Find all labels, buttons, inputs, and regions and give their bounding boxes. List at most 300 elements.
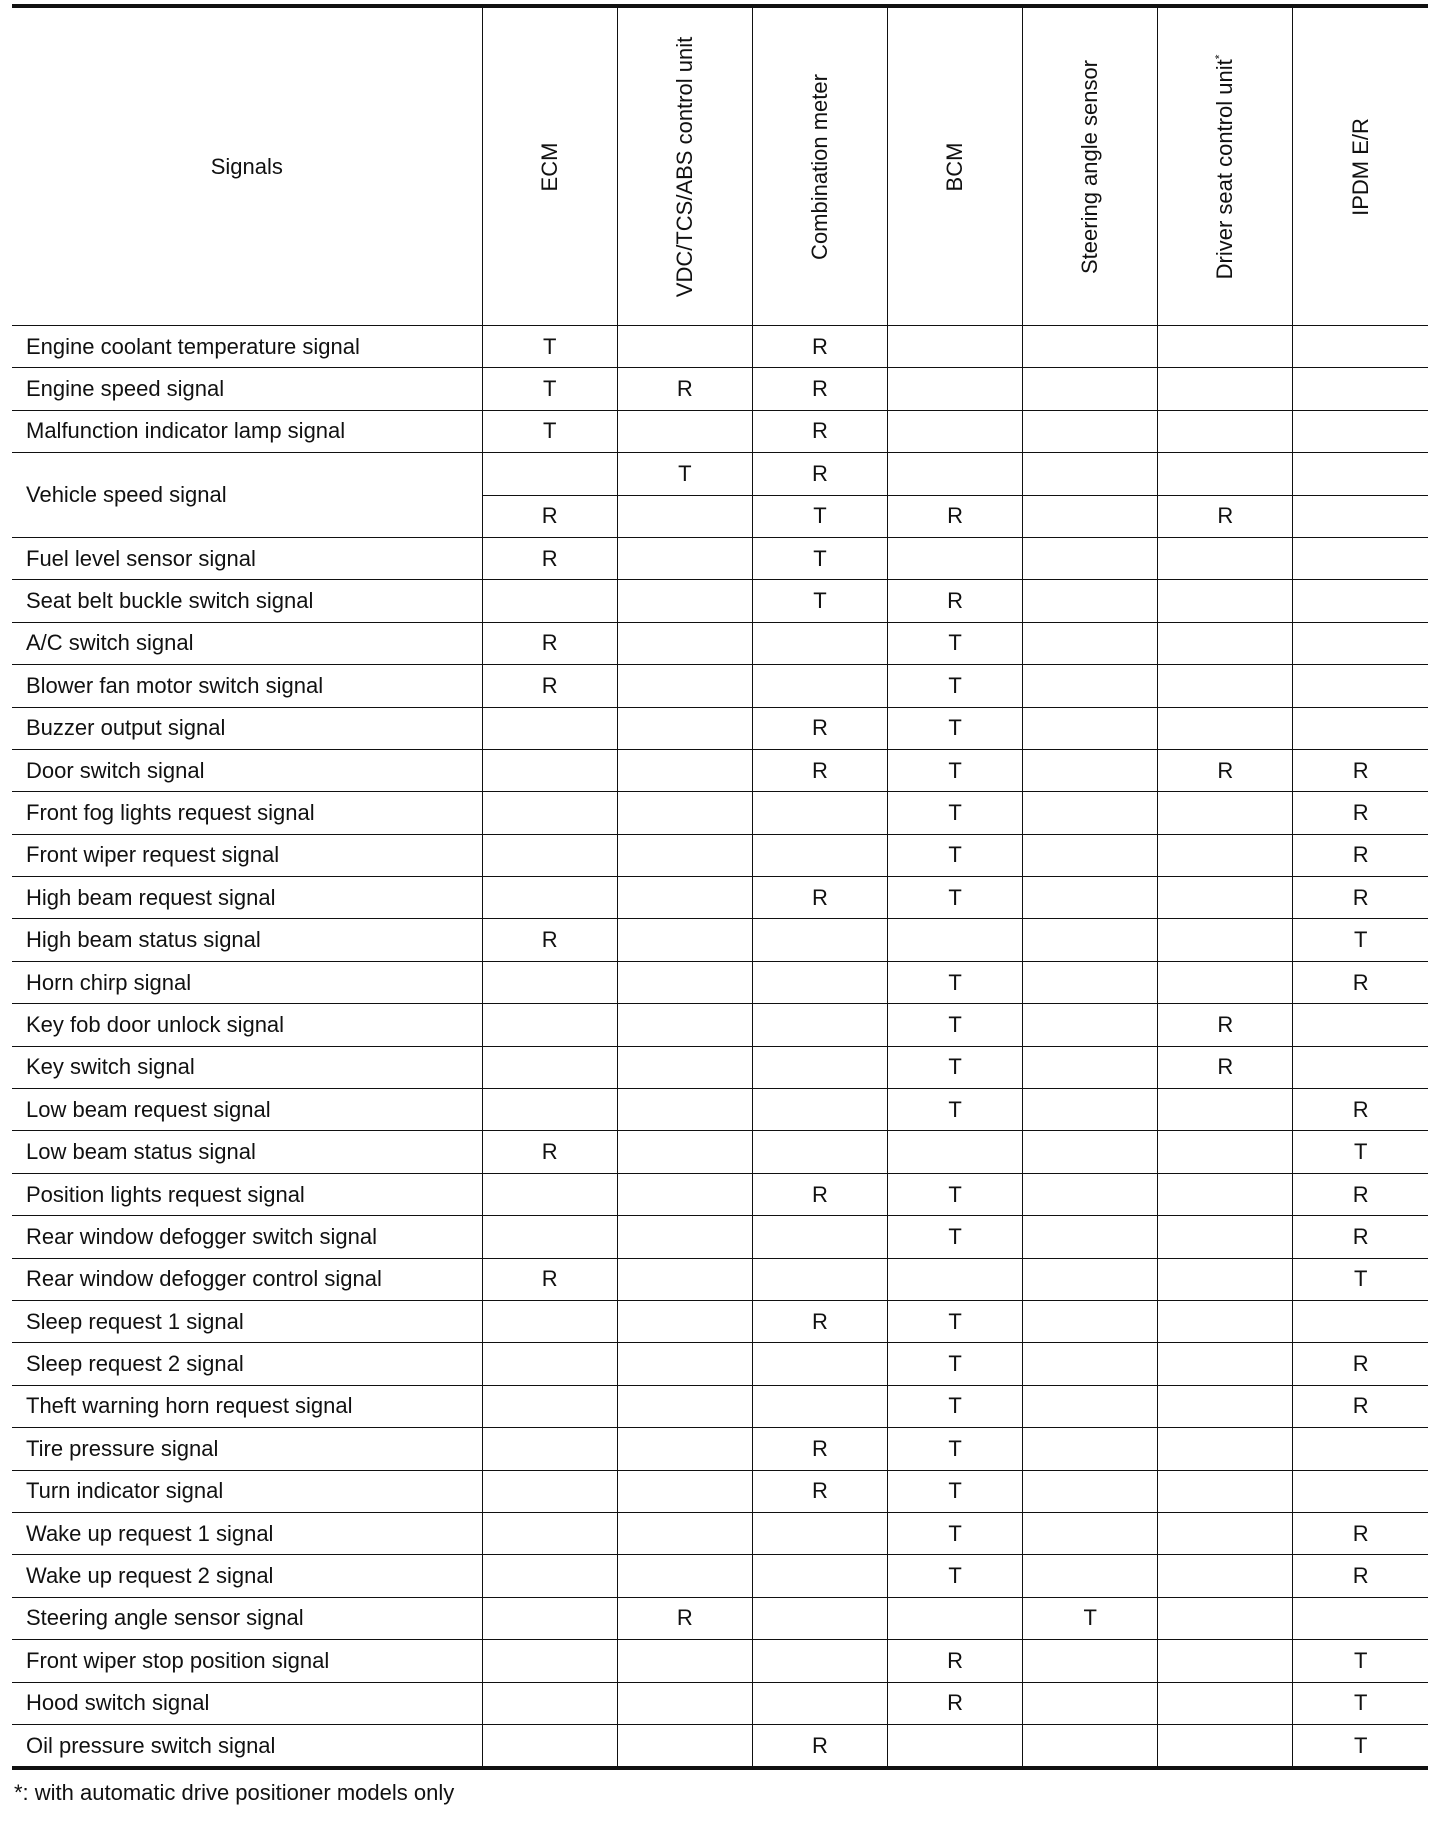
tx-rx-cell [887,1724,1022,1768]
signal-name-cell: High beam request signal [12,877,482,919]
table-row [12,368,1428,410]
tx-rx-cell [887,1258,1022,1300]
tx-rx-cell: R [1293,834,1428,876]
table-row [12,1597,1428,1639]
tx-rx-cell [752,1512,887,1554]
signal-name-cell: Front wiper stop position signal [12,1640,482,1682]
tx-rx-cell [1158,961,1293,1003]
table-row [12,1004,1428,1046]
table-row [12,410,1428,452]
signal-name-cell: Oil pressure switch signal [12,1724,482,1768]
tx-rx-cell: T [752,495,887,537]
tx-rx-cell [1293,1046,1428,1088]
table-row [12,1216,1428,1258]
tx-rx-cell [752,1046,887,1088]
tx-rx-cell [887,410,1022,452]
tx-rx-cell [1158,410,1293,452]
tx-rx-cell [1293,495,1428,537]
tx-rx-cell: R [482,665,617,707]
tx-rx-cell [1158,1258,1293,1300]
tx-rx-cell [1293,326,1428,368]
tx-rx-cell: T [887,1470,1022,1512]
tx-rx-cell [482,1300,617,1342]
tx-rx-cell: T [617,453,752,495]
tx-rx-cell: R [1158,1046,1293,1088]
tx-rx-cell [752,1258,887,1300]
tx-rx-cell [482,877,617,919]
table-row [12,1470,1428,1512]
module-header-label: BCM [942,142,968,191]
tx-rx-cell [1023,1640,1158,1682]
tx-rx-cell [887,368,1022,410]
signal-name-cell: Fuel level sensor signal [12,537,482,579]
tx-rx-cell: T [887,792,1022,834]
tx-rx-cell [1023,1089,1158,1131]
signal-name-cell: Wake up request 1 signal [12,1512,482,1554]
tx-rx-cell [1023,368,1158,410]
tx-rx-cell [617,1343,752,1385]
signal-name-cell: Turn indicator signal [12,1470,482,1512]
tx-rx-cell [617,665,752,707]
table-row [12,792,1428,834]
tx-rx-cell [1158,368,1293,410]
tx-rx-cell [1293,622,1428,664]
signal-name-cell: Rear window defogger switch signal [12,1216,482,1258]
tx-rx-cell [482,1724,617,1768]
module-header-bcm [887,6,1022,326]
tx-rx-cell [887,326,1022,368]
module-header-label: Driver seat control unit* [1212,54,1238,279]
tx-rx-cell: T [1023,1597,1158,1639]
tx-rx-cell: R [752,1470,887,1512]
tx-rx-cell [1023,453,1158,495]
tx-rx-cell: R [887,1640,1022,1682]
tx-rx-cell: R [752,1300,887,1342]
table-row [12,1300,1428,1342]
tx-rx-cell [752,834,887,876]
tx-rx-cell [482,1682,617,1724]
tx-rx-cell [1158,537,1293,579]
tx-rx-cell [752,961,887,1003]
tx-rx-cell [1158,1216,1293,1258]
tx-rx-cell: T [887,1343,1022,1385]
tx-rx-cell: R [1293,1385,1428,1427]
table-row [12,326,1428,368]
tx-rx-cell [752,792,887,834]
tx-rx-cell: R [482,622,617,664]
tx-rx-cell: R [752,749,887,791]
module-header-label: Steering angle sensor [1077,59,1103,274]
tx-rx-cell [1023,1216,1158,1258]
tx-rx-cell [1023,326,1158,368]
tx-rx-cell: R [1293,1089,1428,1131]
tx-rx-cell [617,1555,752,1597]
tx-rx-cell: T [752,580,887,622]
tx-rx-cell [1158,877,1293,919]
footnote: *: with automatic drive positioner models only [14,1780,455,1805]
tx-rx-cell [1158,1724,1293,1768]
tx-rx-cell [1023,1131,1158,1173]
tx-rx-cell: R [482,1131,617,1173]
tx-rx-cell [617,580,752,622]
tx-rx-cell [1158,1512,1293,1554]
table-row [12,580,1428,622]
tx-rx-cell [1023,877,1158,919]
table-row [12,1046,1428,1088]
tx-rx-cell: T [887,707,1022,749]
tx-rx-cell [1023,1343,1158,1385]
signal-name-cell: A/C switch signal [12,622,482,664]
tx-rx-cell [482,580,617,622]
tx-rx-cell: R [482,1258,617,1300]
tx-rx-cell [1293,1004,1428,1046]
tx-rx-cell [887,1597,1022,1639]
module-header-vdc-tcs-abs-control-unit [617,6,752,326]
signal-name-cell: Horn chirp signal [12,961,482,1003]
tx-rx-cell [617,1640,752,1682]
tx-rx-cell [1023,834,1158,876]
table-row [12,1131,1428,1173]
tx-rx-cell [1023,665,1158,707]
module-header-label: ECM [536,142,562,191]
tx-rx-cell [1158,707,1293,749]
tx-rx-cell [1158,1385,1293,1427]
tx-rx-cell [752,1343,887,1385]
tx-rx-cell [482,1470,617,1512]
tx-rx-cell [617,1428,752,1470]
tx-rx-cell: R [752,368,887,410]
table-row [12,622,1428,664]
tx-rx-cell [1158,665,1293,707]
tx-rx-cell: T [887,1173,1022,1215]
table-row [12,1385,1428,1427]
tx-rx-cell [1158,622,1293,664]
table-row [12,919,1428,961]
tx-rx-cell: R [887,495,1022,537]
table-row [12,749,1428,791]
tx-rx-cell: T [887,1512,1022,1554]
table-row [12,1640,1428,1682]
tx-rx-cell [1158,1597,1293,1639]
signal-name-cell: Position lights request signal [12,1173,482,1215]
signal-name-cell: Engine coolant temperature signal [12,326,482,368]
tx-rx-cell [1023,1004,1158,1046]
tx-rx-cell [617,961,752,1003]
tx-rx-cell [482,1428,617,1470]
tx-rx-cell: R [1293,1216,1428,1258]
tx-rx-cell: R [482,919,617,961]
tx-rx-cell [617,1046,752,1088]
tx-rx-cell [482,1597,617,1639]
tx-rx-cell [1023,792,1158,834]
tx-rx-cell [617,834,752,876]
module-header-label: Combination meter [806,73,832,260]
tx-rx-cell [1158,1300,1293,1342]
tx-rx-cell [482,1046,617,1088]
tx-rx-cell [482,1089,617,1131]
tx-rx-cell [1023,495,1158,537]
tx-rx-cell [1023,1555,1158,1597]
tx-rx-cell: R [1158,1004,1293,1046]
tx-rx-cell [617,1004,752,1046]
module-header-ipdm-e-r [1293,6,1428,326]
tx-rx-cell: R [617,368,752,410]
tx-rx-cell: T [1293,1131,1428,1173]
header-row [12,6,1428,326]
tx-rx-cell [1023,1385,1158,1427]
tx-rx-cell [482,792,617,834]
tx-rx-cell [1158,580,1293,622]
tx-rx-cell [1023,410,1158,452]
tx-rx-cell [1293,368,1428,410]
tx-rx-cell [617,410,752,452]
tx-rx-cell: R [752,1173,887,1215]
tx-rx-cell [617,707,752,749]
table-row [12,1258,1428,1300]
table-row [12,961,1428,1003]
tx-rx-cell [887,1131,1022,1173]
tx-rx-cell: R [1293,1343,1428,1385]
tx-rx-cell: R [1158,495,1293,537]
tx-rx-cell [617,1385,752,1427]
tx-rx-cell [887,537,1022,579]
tx-rx-cell [482,1173,617,1215]
signal-name-cell: Engine speed signal [12,368,482,410]
tx-rx-cell [1023,537,1158,579]
tx-rx-cell [752,1216,887,1258]
module-header-label: VDC/TCS/ABS control unit [671,36,697,297]
tx-rx-cell [482,1216,617,1258]
tx-rx-cell [482,1343,617,1385]
module-header-combination-meter [752,6,887,326]
tx-rx-cell [1158,1640,1293,1682]
tx-rx-cell [617,792,752,834]
signal-name-cell: Blower fan motor switch signal [12,665,482,707]
table-row [12,834,1428,876]
tx-rx-cell [482,834,617,876]
signal-name-cell: Door switch signal [12,749,482,791]
tx-rx-cell [1158,1555,1293,1597]
tx-rx-cell: T [1293,1724,1428,1768]
table-row [12,707,1428,749]
tx-rx-cell [482,1385,617,1427]
signal-chart-table [12,4,1428,1770]
tx-rx-cell [752,1004,887,1046]
tx-rx-cell [1293,1300,1428,1342]
tx-rx-cell: T [887,1428,1022,1470]
tx-rx-cell [1158,792,1293,834]
signal-name-cell: Front fog lights request signal [12,792,482,834]
tx-rx-cell [752,1597,887,1639]
tx-rx-cell [752,1131,887,1173]
tx-rx-cell [752,665,887,707]
tx-rx-cell [617,877,752,919]
tx-rx-cell [1158,453,1293,495]
module-header-steering-angle-sensor [1023,6,1158,326]
tx-rx-cell [752,622,887,664]
tx-rx-cell [1293,537,1428,579]
tx-rx-cell [1023,1512,1158,1554]
tx-rx-cell: R [752,1724,887,1768]
tx-rx-cell [1158,326,1293,368]
tx-rx-cell [482,707,617,749]
tx-rx-cell: T [482,368,617,410]
tx-rx-cell: R [1293,961,1428,1003]
tx-rx-cell: T [887,1555,1022,1597]
tx-rx-cell [1293,1470,1428,1512]
tx-rx-cell [1023,1258,1158,1300]
tx-rx-cell [1023,1046,1158,1088]
tx-rx-cell [1158,1089,1293,1131]
tx-rx-cell: T [887,1385,1022,1427]
tx-rx-cell [752,1089,887,1131]
tx-rx-cell [1293,580,1428,622]
module-header-label: IPDM E/R [1347,117,1373,216]
tx-rx-cell [1158,834,1293,876]
tx-rx-cell: T [1293,1258,1428,1300]
tx-rx-cell: T [887,622,1022,664]
tx-rx-cell: R [887,580,1022,622]
signal-name-cell: Key switch signal [12,1046,482,1088]
tx-rx-cell: R [1293,792,1428,834]
tx-rx-cell: R [482,495,617,537]
signals-column-header: Signals [12,6,482,326]
can-communication-signal-table [12,4,1428,1770]
tx-rx-cell [617,326,752,368]
tx-rx-cell: T [887,1046,1022,1088]
tx-rx-cell [617,537,752,579]
tx-rx-cell [1023,1724,1158,1768]
signal-name-cell: Low beam request signal [12,1089,482,1131]
tx-rx-cell [1023,919,1158,961]
signal-name-cell: High beam status signal [12,919,482,961]
table-row [12,1512,1428,1554]
signal-name-cell: Steering angle sensor signal [12,1597,482,1639]
tx-rx-cell: T [887,961,1022,1003]
signal-name-cell: Theft warning horn request signal [12,1385,482,1427]
signal-name-cell: Low beam status signal [12,1131,482,1173]
tx-rx-cell [617,1300,752,1342]
tx-rx-cell [1023,1173,1158,1215]
tx-rx-cell [1158,1682,1293,1724]
tx-rx-cell [887,919,1022,961]
footnote-mark: * [1212,54,1227,59]
tx-rx-cell: T [1293,1682,1428,1724]
tx-rx-cell [752,919,887,961]
tx-rx-cell [1023,580,1158,622]
tx-rx-cell: R [1293,1555,1428,1597]
tx-rx-cell [482,1004,617,1046]
tx-rx-cell: T [1293,1640,1428,1682]
tx-rx-cell [1023,961,1158,1003]
tx-rx-cell [617,1089,752,1131]
tx-rx-cell [482,453,617,495]
tx-rx-cell [617,495,752,537]
table-row [12,1555,1428,1597]
table-row [12,1089,1428,1131]
tx-rx-cell: T [482,410,617,452]
tx-rx-cell [752,1640,887,1682]
tx-rx-cell [617,919,752,961]
tx-rx-cell: R [752,877,887,919]
tx-rx-cell [1293,1597,1428,1639]
signal-name-cell: Wake up request 2 signal [12,1555,482,1597]
signal-name-cell: Buzzer output signal [12,707,482,749]
table-row [12,1682,1428,1724]
tx-rx-cell [1158,1428,1293,1470]
table-row [12,1173,1428,1215]
tx-rx-cell [617,1216,752,1258]
tx-rx-cell [1023,1428,1158,1470]
tx-rx-cell [482,1555,617,1597]
tx-rx-cell: T [887,1300,1022,1342]
tx-rx-cell [752,1555,887,1597]
signal-name-cell: Sleep request 2 signal [12,1343,482,1385]
tx-rx-cell [482,1512,617,1554]
tx-rx-cell: T [887,1004,1022,1046]
tx-rx-cell [1023,1682,1158,1724]
tx-rx-cell [1023,622,1158,664]
tx-rx-cell: R [1293,749,1428,791]
tx-rx-cell: T [887,1089,1022,1131]
tx-rx-cell [617,1131,752,1173]
tx-rx-cell [482,961,617,1003]
tx-rx-cell [1158,1470,1293,1512]
module-header-driver-seat-control-unit [1158,6,1293,326]
tx-rx-cell: R [1158,749,1293,791]
table-row [12,665,1428,707]
tx-rx-cell: R [752,707,887,749]
tx-rx-cell: R [752,1428,887,1470]
tx-rx-cell: T [887,877,1022,919]
tx-rx-cell: R [752,326,887,368]
table-row [12,1428,1428,1470]
tx-rx-cell [482,1640,617,1682]
tx-rx-cell [617,1470,752,1512]
tx-rx-cell [1293,1428,1428,1470]
table-row [12,1343,1428,1385]
tx-rx-cell [617,1512,752,1554]
signal-name-cell: Front wiper request signal [12,834,482,876]
signal-name-cell: Tire pressure signal [12,1428,482,1470]
module-header-ecm [482,6,617,326]
table-row [12,537,1428,579]
tx-rx-cell [617,749,752,791]
tx-rx-cell: T [1293,919,1428,961]
tx-rx-cell: T [752,537,887,579]
tx-rx-cell [617,622,752,664]
tx-rx-cell [752,1682,887,1724]
tx-rx-cell [482,749,617,791]
table-row [12,453,1428,495]
tx-rx-cell: R [887,1682,1022,1724]
tx-rx-cell: R [1293,1173,1428,1215]
table-row [12,1724,1428,1768]
tx-rx-cell: T [887,1216,1022,1258]
tx-rx-cell [1158,1173,1293,1215]
tx-rx-cell [1158,919,1293,961]
tx-rx-cell [1158,1131,1293,1173]
tx-rx-cell: R [1293,877,1428,919]
tx-rx-cell: R [617,1597,752,1639]
table-body [12,326,1428,1769]
tx-rx-cell [1158,1343,1293,1385]
tx-rx-cell [752,1385,887,1427]
tx-rx-cell [617,1173,752,1215]
tx-rx-cell: R [1293,1512,1428,1554]
signal-name-cell: Vehicle speed signal [12,453,482,538]
signal-name-cell: Sleep request 1 signal [12,1300,482,1342]
